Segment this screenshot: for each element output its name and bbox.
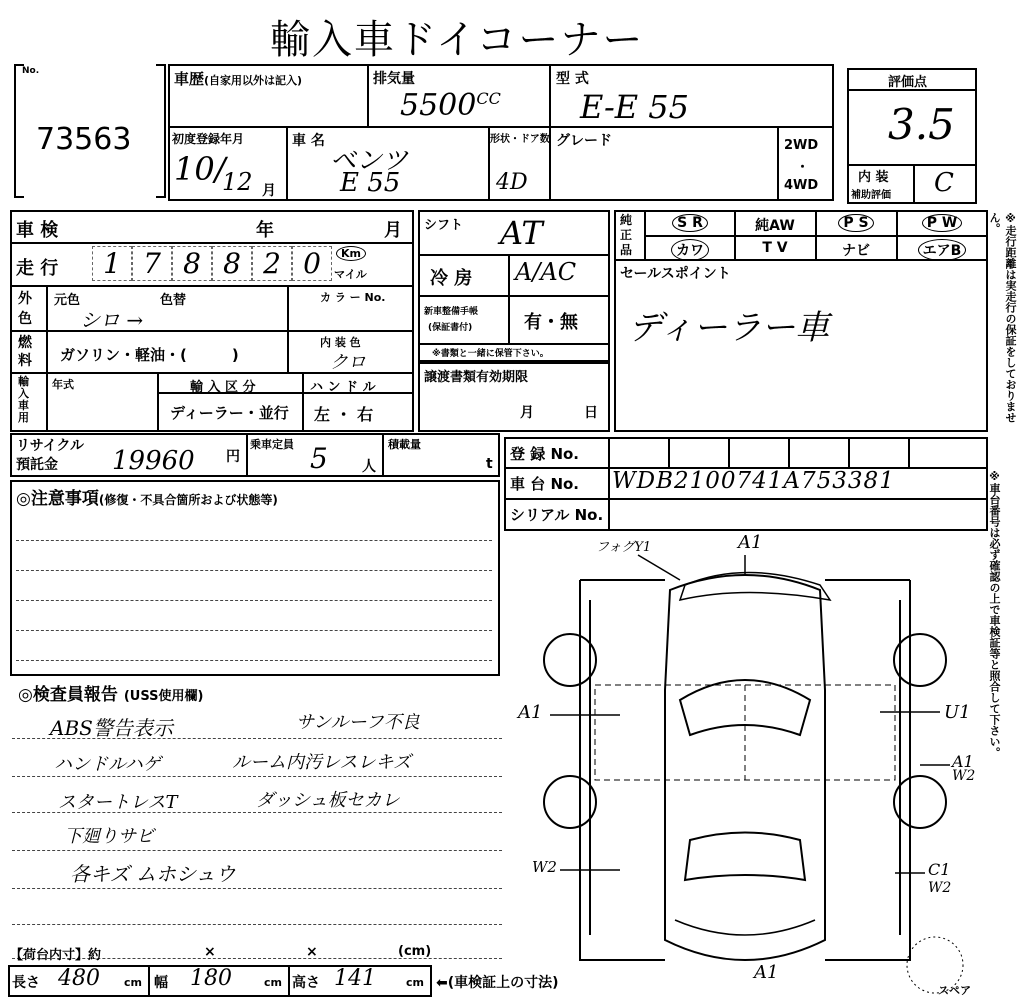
inspector-note: 下廻りサビ	[64, 826, 154, 847]
diagram-mark-left: A1	[518, 702, 543, 723]
lot-bracket-right	[156, 64, 166, 198]
shift-vline	[508, 254, 510, 343]
reg-cell4	[848, 437, 850, 467]
ac-label: 冷 房	[430, 268, 473, 289]
top-grid-v1	[367, 64, 369, 126]
dims-width-unit: cm	[264, 976, 282, 989]
serial-label: シリアル No.	[510, 506, 604, 524]
shift-label: シフト	[424, 218, 464, 233]
option-sr: S R	[648, 214, 732, 232]
import-year-label: 年式	[52, 378, 74, 391]
doors-value: 4D	[496, 170, 528, 195]
diagram-mark-right2: A1	[952, 752, 974, 771]
top-grid-v3	[286, 126, 288, 201]
car-name-label: 車 名	[292, 133, 325, 149]
load-label: 積載量	[388, 438, 421, 451]
recycle-unit: 円	[226, 449, 240, 465]
score-interior-label: 内 装	[858, 170, 889, 185]
shift-line3	[418, 343, 610, 345]
inspector-note: ダッシュ板セカレ	[256, 790, 400, 811]
displacement-label: 排気量	[373, 71, 415, 87]
ac-value: A/AC	[515, 258, 577, 286]
import-type-value: ディーラー・並行	[170, 404, 289, 422]
reg-cell2	[728, 437, 730, 467]
option-airbag: エアB	[898, 239, 986, 261]
caution-line	[16, 630, 492, 631]
mileage-unit-km: Km	[336, 246, 366, 261]
diagram-mark-left-low: W2	[532, 858, 557, 876]
mileage-label: 走 行	[16, 258, 59, 279]
chassis-value: WDB2100741A753381	[612, 468, 895, 494]
model-type-value: E-E 55	[580, 88, 690, 126]
side-note-2: ※車台番号は必ず確認の上で車検証等と照合して下さい。	[988, 470, 1001, 758]
lm-v-import	[157, 372, 159, 432]
dims-height-unit: cm	[406, 976, 424, 989]
inspector-note: ルーム内汚レスレキズ	[232, 752, 412, 773]
chassis-label: 車 台 No.	[510, 475, 580, 493]
model-type-label: 型 式	[556, 71, 589, 87]
reg-cell1	[668, 437, 670, 467]
color-no-label: カ ラ ー No.	[320, 291, 386, 304]
mileage-digits	[92, 246, 332, 281]
options-v0	[644, 210, 646, 261]
options-side-label: 純正品	[620, 213, 633, 257]
lot-bracket	[14, 64, 24, 198]
reg-vline	[608, 437, 610, 531]
dims-v1	[148, 965, 150, 997]
score-value: 3.5	[888, 100, 955, 149]
top-grid-mid-line	[168, 126, 834, 128]
shaken-year: 年	[256, 220, 274, 241]
registration-label: 登 録 No.	[510, 445, 580, 463]
inspector-title: ◎検査員報告 (USS使用欄)	[18, 685, 204, 705]
shift-line1	[418, 254, 610, 256]
lm-v-handle	[302, 372, 304, 432]
recycle-label2: 預託金	[16, 457, 58, 473]
mileage-digit: 1	[92, 246, 132, 281]
dims-length-unit: cm	[124, 976, 142, 989]
option-pw: P W	[898, 214, 986, 232]
diagram-spare-label: スペア	[938, 984, 971, 997]
mileage-digit: 8	[172, 246, 212, 281]
shift-line2	[418, 295, 610, 297]
caution-line	[16, 660, 492, 661]
cargo-label: 【荷台内寸】約	[10, 948, 102, 963]
dims-length-label: 長さ	[12, 975, 40, 991]
mileage-digit: 8	[212, 246, 252, 281]
score-label: 評価点	[888, 75, 928, 90]
inspector-note: スタートレスT	[58, 792, 178, 813]
car-name-line1: ベンツ	[330, 146, 409, 176]
cargo-unit: (cm)	[398, 944, 432, 959]
reg-cell3	[788, 437, 790, 467]
interior-color-value: クロ	[330, 352, 366, 373]
manual-label2: (保証書付)	[428, 323, 473, 333]
reg-cell5	[908, 437, 910, 467]
caution-line	[16, 600, 492, 601]
transfer-month: 月	[520, 405, 534, 421]
fuel-value: ガソリン・軽油・( )	[60, 346, 239, 364]
first-reg-month-unit: 月	[262, 183, 276, 199]
recycle-value: 19960	[112, 446, 195, 476]
side-note-1: ※走行距離は実走行の保証をしておりません。	[988, 212, 1017, 423]
score-interior-value: C	[934, 168, 954, 198]
transfer-label: 譲渡書類有効期限	[424, 370, 529, 385]
options-v2	[815, 210, 817, 261]
color-changed-label: 色替	[160, 293, 187, 308]
dims-height-label: 高さ	[292, 975, 320, 991]
lm-line1	[10, 242, 414, 244]
color-orig-label: 元色	[54, 293, 81, 308]
interior-color-label: 内 装 色	[320, 336, 361, 349]
sales-point-value: ディーラー車	[628, 308, 830, 348]
mileage-digit: 0	[292, 246, 332, 281]
score-interior-sub: 補助評価	[851, 190, 891, 201]
capacity-label: 乗車定員	[250, 438, 294, 451]
diagram-mark-right-low1: C1	[928, 860, 951, 879]
manual-note: ※書類と一緒に保管下さい。	[432, 349, 549, 359]
capacity-unit: 人	[362, 459, 376, 475]
inspector-line	[12, 888, 502, 889]
mileage-digit: 7	[132, 246, 172, 281]
mileage-unit-mile: マイル	[334, 268, 367, 281]
import-label: 輸入車用	[18, 375, 29, 424]
recycle-v1	[246, 433, 248, 477]
load-unit: t	[486, 456, 493, 472]
first-reg-month: 12	[222, 168, 253, 196]
displacement-value: $5500^{CC}$	[400, 88, 501, 123]
color-value: シロ →	[80, 308, 144, 332]
diagram-mark-bottom: A1	[754, 962, 779, 983]
recycle-v2	[382, 433, 384, 477]
drive-2wd: 2WD	[784, 138, 819, 153]
dims-v2	[288, 965, 290, 997]
inspector-note: サンルーフ不良	[296, 712, 420, 733]
caution-title: ◎注意事項(修復・不具合箇所および状態等)	[16, 489, 278, 509]
car-diagram	[520, 540, 970, 995]
color-outer-label: 外色	[18, 291, 32, 327]
handle-label: ハ ン ド ル	[310, 380, 376, 395]
dims-note: ⬅(車検証上の寸法)	[436, 975, 559, 991]
shift-value: AT	[500, 214, 543, 252]
diagram-mark-right3: W2	[952, 768, 976, 784]
option-aw: 純AW	[755, 218, 795, 234]
drive-dot: ・	[796, 160, 810, 175]
sales-point-label: セールスポイント	[620, 266, 731, 282]
lm-line2	[10, 285, 414, 287]
inspector-line	[12, 850, 502, 851]
transfer-day: 日	[584, 405, 598, 421]
inspector-note: 各キズ ムホシュウ	[70, 862, 236, 886]
dims-width: 180	[190, 966, 232, 991]
option-tv: T V	[762, 240, 788, 256]
history-label: 車歴(自家用以外は記入)	[174, 70, 303, 88]
diagram-mark-right-low2: W2	[928, 880, 952, 896]
caution-line	[16, 570, 492, 571]
import-type-label: 輸 入 区 分	[190, 380, 256, 395]
lm-v-color	[287, 285, 289, 372]
diagram-mark-top: フォグY1	[596, 540, 652, 555]
manual-value: 有・無	[524, 312, 578, 333]
mileage-digit: 2	[252, 246, 292, 281]
first-reg-year: 10/	[174, 150, 226, 188]
cargo-x1: ×	[204, 944, 216, 960]
grade-label: グレード	[556, 133, 612, 149]
reg-line2	[504, 498, 988, 500]
option-navi: ナビ	[842, 243, 870, 259]
recycle-label1: リサイクル	[16, 438, 85, 454]
caution-line	[16, 540, 492, 541]
page-title: 輸入車ドイコーナー	[270, 17, 645, 63]
caution-box	[10, 480, 500, 676]
option-leather: カワ	[648, 239, 732, 261]
inspector-note: ハンドルハゲ	[54, 754, 161, 775]
cargo-x2: ×	[306, 944, 318, 960]
inspector-line	[12, 924, 502, 925]
inspector-line	[12, 776, 502, 777]
inspector-note: ABS警告表示	[50, 716, 173, 740]
manual-label1: 新車整備手帳	[424, 307, 479, 317]
lm-v-labels	[46, 285, 48, 432]
dims-width-label: 幅	[154, 975, 168, 991]
lot-number: 73563	[36, 122, 132, 157]
diagram-mark-right1: U1	[944, 702, 971, 723]
doors-label: 形状・ドア数	[490, 134, 550, 145]
first-reg-label: 初度登録年月	[172, 132, 245, 146]
capacity-value: 5	[310, 442, 328, 475]
drive-4wd: 4WD	[784, 178, 819, 193]
score-interior-vline	[913, 164, 915, 204]
dims-length: 480	[58, 966, 100, 991]
arrow-left-icon: ⬅	[436, 975, 448, 991]
lm-line3	[10, 330, 414, 332]
car-name-line2: E 55	[340, 168, 401, 198]
handle-value: 左 ・ 右	[314, 405, 374, 424]
dims-height: 141	[334, 966, 376, 991]
lot-no-label: No.	[22, 66, 40, 76]
diagram-mark-top2: A1	[738, 532, 763, 553]
option-ps: P S	[818, 214, 894, 232]
shaken-label: 車 検	[16, 220, 59, 241]
shaken-month: 月	[384, 220, 402, 241]
fuel-label: 燃料	[18, 335, 32, 369]
top-grid-v5	[777, 126, 779, 201]
